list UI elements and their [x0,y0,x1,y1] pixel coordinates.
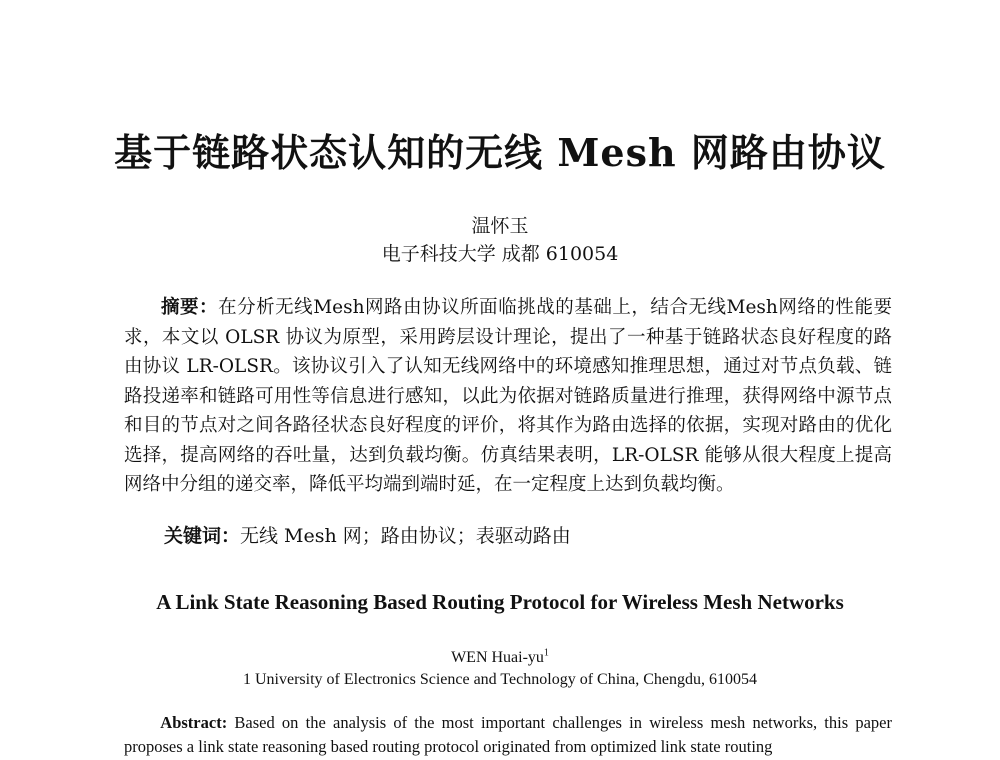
english-abstract [124,711,892,759]
chinese-keywords-label: 关键词： [164,525,241,547]
english-affiliation: 1 University of Electronics Science and Technology of China, Chengdu, 610054 [242,671,758,688]
chinese-abstract [124,293,892,500]
chinese-keywords [164,522,894,550]
english-author-superscript: 1 [543,647,549,659]
english-author-name: WEN Huai-yu [451,649,544,666]
english-author [0,647,1000,669]
chinese-abstract-label: 摘要： [161,297,219,318]
chinese-author: 温怀玉 [471,215,529,237]
english-title: A Link State Reasoning Based Routing Protocol for Wireless Mesh Networks [156,590,844,614]
chinese-keywords-text: 无线 Mesh 网；路由协议；表驱动路由 [240,525,571,547]
chinese-affiliation: 电子科技大学 成都 610054 [381,243,619,265]
english-abstract-label: Abstract: [160,713,228,732]
english-abstract-text: Based on the analysis of the most important challenges in wireless mesh networks, this paper proposes a link state reasoning based routing protocol originated from optimized link state routing [124,713,892,756]
chinese-abstract-text: 在分析无线Mesh网路由协议所面临挑战的基础上，结合无线Mesh网络的性能要求，本文以 OLSR 协议为原型，采用跨层设计理论，提出了一种基于链路状态良好程度的路由协议 LR-OLSR。该协议引入了认知无线网络中的环境感知推理思想，通过对节点负载、链路投递率和链路可用性等信息进行感知，以此为依据对链路质量进行推理，获得网络中源节点和目的节点对之间各路径状态良好程度的评价，将其作为路由选择的依据，实现对路由的优化选择，提高网络的吞吐量，达到负载均衡。仿真结果表明，LR-OLSR 能够从很大程度上提高网络中分组的递交率，降低平均端到端时延，在一定程度上达到负载均衡。 [124,297,892,495]
chinese-title: 基于链路状态认知的无线 Mesh 网路由协议 [114,130,886,175]
